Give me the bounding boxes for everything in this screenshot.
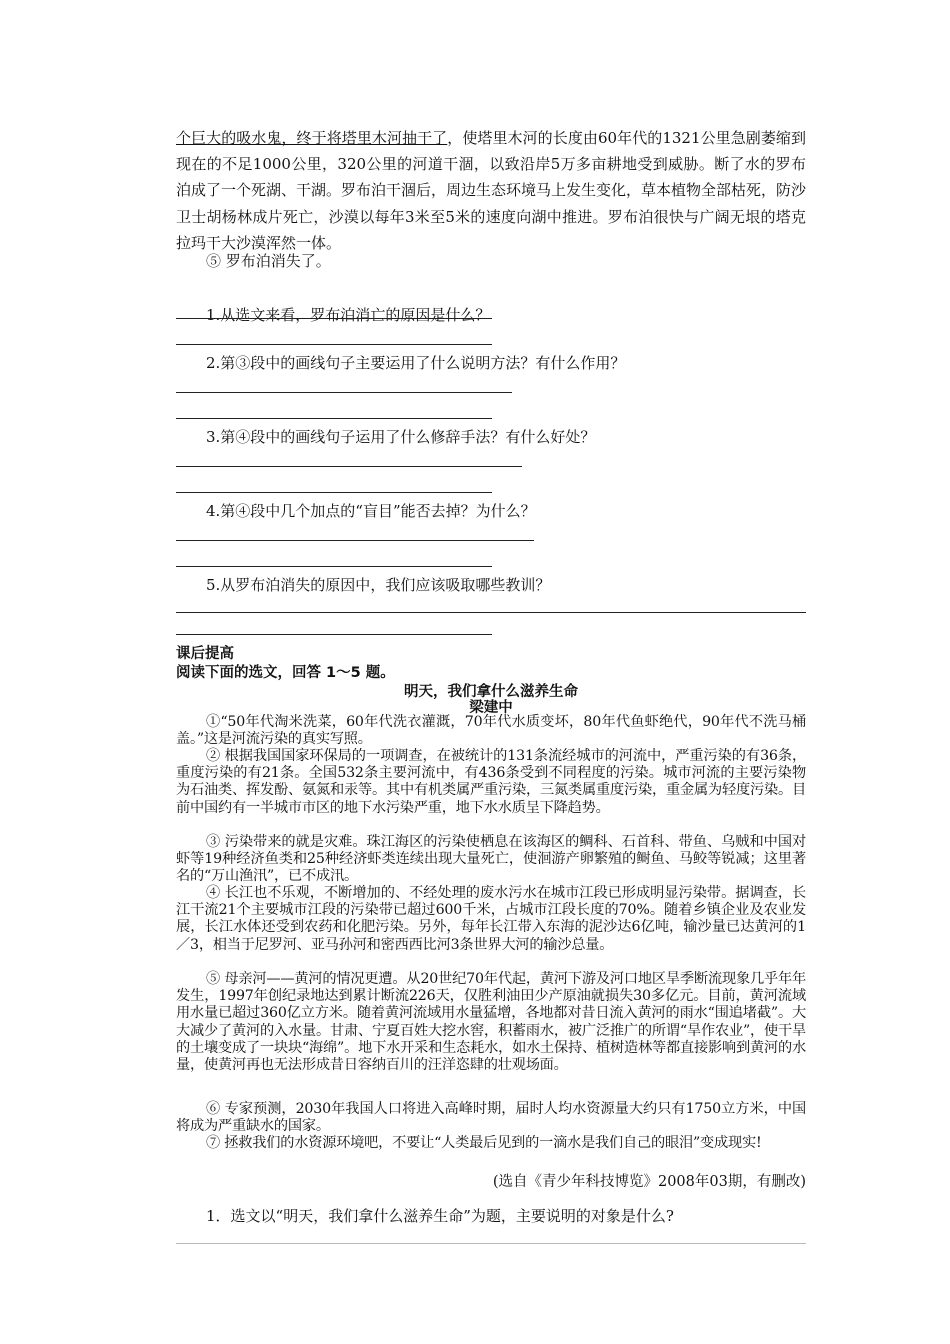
article-source: (选自《青少年科技博览》2008年03期，有删改) xyxy=(492,1174,806,1190)
question-2: 2.第③段中的画线句子主要运用了什么说明方法？有什么作用？ xyxy=(206,354,626,372)
answer-line[interactable] xyxy=(176,318,492,319)
article-paragraph-5: ⑤ 母亲河——黄河的情况更遭。从20世纪70年代起，黄河下游及河口地区旱季断流现象几乎年年发生，1997年创纪录地达到累计断流226天，仅胜利油田少产原油就损失30多亿元。目前，黄河流域用水量已超过360亿立方米。随着黄河流域用水量猛增，各地都对昔日流入黄河的雨水“围追堵截”。大大减少了黄河的入水量。甘肃、宁夏百姓大挖水窖，积蓄雨水，被广泛推广的所谓“旱作农业”，使干旱的土壤变成了一块块“海绵”。地下水开采和生态耗水，如水土保持、植树造林等都直接影响到黄河的水量，使黄河再也无法形成昔日容纳百川的汪洋恣肆的壮观场面。 xyxy=(176,971,806,1074)
article-paragraph-4: ④ 长江也不乐观，不断增加的、不经处理的废水污水在城市江段已形成明显污染带。据调查，长江干流21个主要城市江段的污染带已超过600千米，占城市江段长度的70%。随着乡镇企业及农业发展，长江水体还受到农药和化肥污染。另外，每年长江带入东海的泥沙达6亿吨，输沙量已达黄河的1／3，相当于尼罗河、亚马孙河和密西西比河3条世界大河的输沙总量。 xyxy=(176,885,806,953)
question-1: 1.从选文来看，罗布泊消亡的原因是什么？ xyxy=(206,306,491,324)
article-paragraph-6: ⑥ 专家预测，2030年我国人口将进入高峰时期，届时人均水资源量大约只有1750立方米，中国将成为严重缺水的国家。 xyxy=(176,1101,806,1135)
question-5: 5.从罗布泊消失的原因中，我们应该吸取哪些教训？ xyxy=(206,576,551,594)
answer-line[interactable] xyxy=(176,612,806,613)
answer-line[interactable] xyxy=(176,566,492,567)
section-instruction: 阅读下面的选文，回答 1～5 题。 xyxy=(176,665,395,681)
passage-paragraph-5: ⑤ 罗布泊消失了。 xyxy=(206,252,331,270)
section-heading: 课后提高 xyxy=(176,646,234,662)
article-question-1: 1．选文以“明天，我们拿什么滋养生命”为题，主要说明的对象是什么? xyxy=(206,1207,674,1225)
answer-line[interactable] xyxy=(176,634,492,635)
answer-line[interactable] xyxy=(176,392,512,393)
article-paragraph-7: ⑦ 拯救我们的水资源环境吧，不要让“人类最后见到的一滴水是我们自己的眼泪”变成现实! xyxy=(206,1135,762,1151)
question-4: 4.第④段中几个加点的“盲目”能否去掉？为什么？ xyxy=(206,502,536,520)
answer-line[interactable] xyxy=(176,492,492,493)
article-title: 明天，我们拿什么滋养生命 xyxy=(404,684,578,700)
underlined-sentence: 个巨大的吸水鬼，终于将塔里木河抽干了 xyxy=(176,129,448,147)
answer-line[interactable] xyxy=(176,418,492,419)
answer-line[interactable] xyxy=(176,540,534,541)
passage-paragraph-4 xyxy=(176,125,806,256)
answer-line[interactable] xyxy=(176,466,522,467)
answer-line[interactable] xyxy=(176,1243,806,1244)
article-paragraph-2: ② 根据我国国家环保局的一项调查，在被统计的131条流经城市的河流中，严重污染的有36条，重度污染的有21条。全国532条主要河流中，有436条受到不同程度的污染。城市河流的主要污染物为石油类、挥发酚、氨氮和汞等。其中有机类属严重污染，三氮类属重度污染，重金属为轻度污染。目前中国约有一半城市市区的地下水污染严重，地下水水质呈下降趋势。 xyxy=(176,748,806,816)
article-paragraph-3: ③ 污染带来的就是灾难。珠江海区的污染使栖息在该海区的鲷科、石首科、带鱼、乌贼和中国对虾等19种经济鱼类和25种经济虾类连续出现大量死亡，使洄游产卵繁殖的鲥鱼、马鲛等锐减；这里著名的“万山渔汛”，已不成汛。 xyxy=(176,834,806,885)
article-paragraph-1: ①“50年代淘米洗菜，60年代洗衣灌溉，70年代水质变坏，80年代鱼虾绝代，90年代不洗马桶盖。”这是河流污染的真实写照。 xyxy=(176,714,806,748)
article-author: 梁建中 xyxy=(469,700,513,716)
paragraph-text: ，使塔里木河的长度由60年代的1321公里急剧萎缩到现在的不足1000公里，320公里的河道干涸，以致沿岸5万多亩耕地受到威胁。断了水的罗布泊成了一个死湖、干湖。罗布泊干涸后，周边生态环境马上发生变化，草本植物全部枯死，防沙卫士胡杨林成片死亡，沙漠以每年3米至5米的速度向湖中推进。罗布泊很快与广阔无垠的塔克拉玛干大沙漠浑然一体。 xyxy=(176,129,807,252)
question-3: 3.第④段中的画线句子运用了什么修辞手法？有什么好处？ xyxy=(206,428,596,446)
answer-line[interactable] xyxy=(176,344,492,345)
